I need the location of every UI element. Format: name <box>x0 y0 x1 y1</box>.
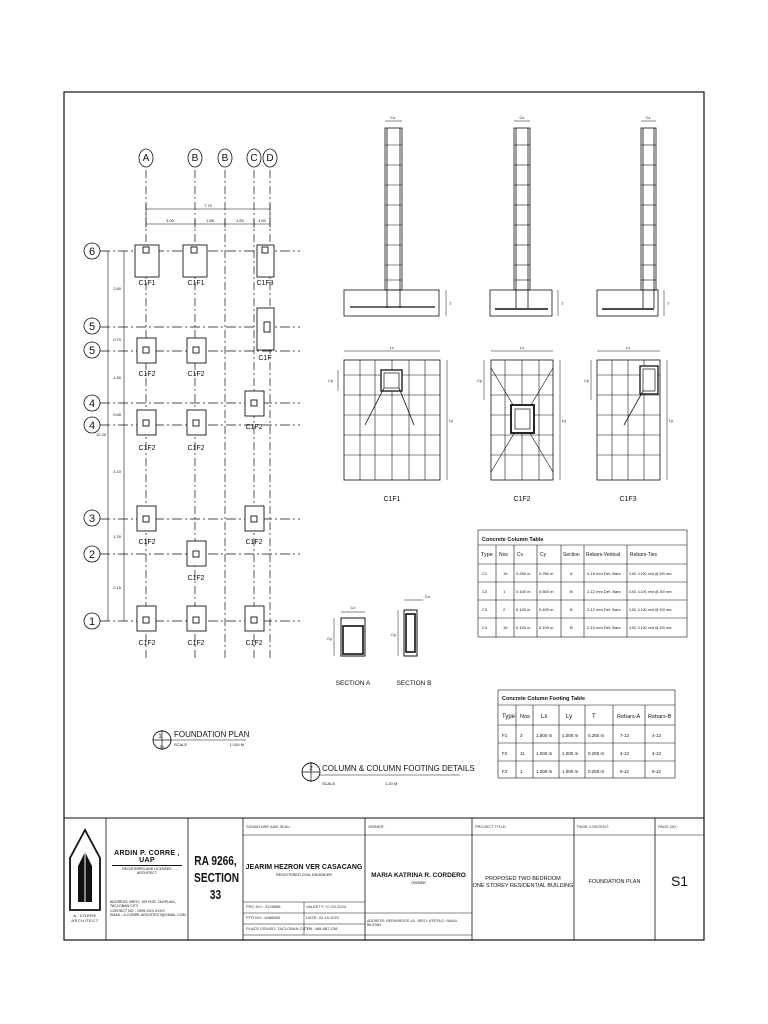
footing-label: C1F2 <box>187 575 205 582</box>
owner-name: MARIA KATRINA R. CORDERO <box>371 872 466 879</box>
cell: 1.000 m <box>562 751 579 756</box>
cell: 4-12 <box>652 751 662 756</box>
cell: 0.100 m <box>516 589 531 594</box>
dim-cy: Cy <box>391 632 396 637</box>
owner-header: OWNER: <box>368 824 385 829</box>
tin: TIN: 488-887-238 <box>306 926 338 931</box>
project-header: PROJECT TITLE: <box>475 824 507 829</box>
owner-role: OWNER <box>411 881 426 885</box>
cell: 4-12 <box>652 733 662 738</box>
cell: F2 <box>502 751 508 756</box>
architect-role: REGISTERED AND LICENSED ARCHITECT <box>112 865 182 875</box>
dimension-text: 7.70 <box>204 203 212 208</box>
engineer-block <box>243 864 365 877</box>
grid-letter: B <box>191 153 199 164</box>
dim-cy: Cy <box>477 378 482 383</box>
section-b-label: SECTION B <box>396 680 432 687</box>
column-table <box>478 530 687 637</box>
footing-label: C1F3 <box>256 280 274 287</box>
prc-no: PRC NO.: 0128888 <box>246 904 281 909</box>
footing-label: C1F2 <box>138 371 156 378</box>
dimension-text: 2.60 <box>113 286 121 291</box>
grid-number: 5 <box>88 345 96 357</box>
cell: 1.000 m <box>536 751 553 756</box>
cell: 0.100 m <box>516 625 531 630</box>
cell: 0.500 m <box>539 589 554 594</box>
dimension-text: 2.15 <box>113 585 121 590</box>
page-content: FOUNDATION PLAN <box>588 879 641 885</box>
cell: 5-12 <box>620 769 630 774</box>
cell: C1 <box>482 571 488 576</box>
dim-lx: Lx <box>625 345 631 350</box>
footing-label: C1F1 <box>138 280 156 287</box>
grid-number: 2 <box>88 549 96 561</box>
cell: 3-50, 3-100, rest @ 200 mm <box>629 572 672 576</box>
cell: 0.250 m <box>539 571 554 576</box>
dim-cy: Cy <box>584 378 589 383</box>
dim-t: T <box>561 301 564 306</box>
table-header: Section <box>563 552 580 558</box>
table-header: Rebars-Ties <box>630 552 658 558</box>
logo-caption-wrap <box>64 913 106 923</box>
table-header: Cy <box>540 552 547 558</box>
content-header: PAGE CONTENT: <box>577 824 609 829</box>
dimension-text: 1.88 <box>206 218 214 223</box>
cell: 4-16 mm Def. Bars <box>587 571 621 576</box>
dimension-total: 12.20 <box>95 432 106 437</box>
architect-block <box>106 850 188 875</box>
footing-table-title: Concrete Column Footing Table <box>502 696 586 702</box>
section-a-label: SECTION A <box>335 680 371 687</box>
drawing-number: 1 <box>158 734 162 740</box>
cell: B <box>570 607 573 612</box>
architect-info <box>110 900 188 918</box>
cell: 7-12 <box>620 733 630 738</box>
dim-lx: Lx <box>389 345 395 350</box>
ptr-no: PTR NO.: 8488883 <box>246 915 281 920</box>
validity: VALIDITY: 07-09-2024 <box>306 904 346 909</box>
dim-cx: Cx <box>350 605 356 610</box>
dim-lx: Lx <box>519 345 525 350</box>
footing-label: C1F2 <box>187 445 205 452</box>
column-table-title: Concrete Column Table <box>482 537 544 543</box>
column-table-text <box>481 537 672 630</box>
footing-label: C1F2 <box>138 640 156 647</box>
cell: 1.000 m <box>562 769 579 774</box>
cell: 1.500 m <box>536 733 553 738</box>
project-title <box>472 876 574 890</box>
table-header: Nos <box>520 714 530 720</box>
drawing-sheet-ref: S1 <box>159 744 165 749</box>
dim-ly: Ly <box>449 418 454 423</box>
details-title: COLUMN & COLUMN FOOTING DETAILS <box>322 764 475 773</box>
law-reference <box>194 852 240 903</box>
dimension-text: 0.65 <box>113 412 121 417</box>
cell: A <box>570 571 573 576</box>
cell: 0.250 m <box>588 769 605 774</box>
grid-number: 3 <box>88 513 96 525</box>
plan-scale-label: SCALE <box>174 742 188 747</box>
dim-ly: Ly <box>562 418 567 423</box>
footing-label: C1F2 <box>187 371 205 378</box>
table-header: Type <box>481 552 493 558</box>
cell: 0.250 m <box>588 733 605 738</box>
cell: 3-50, 3-100, rest @ 200 mm <box>629 590 672 594</box>
engineer-role: REGISTERED CIVIL ENGINEER <box>276 873 332 877</box>
dimension-text: 1.82 <box>236 218 244 223</box>
signature-header: SIGNATURE AND SEAL: <box>246 824 291 829</box>
table-header: Lx <box>541 714 548 720</box>
cell: 1 <box>503 589 506 594</box>
cell: 3-50, 3-100, rest @ 200 mm <box>629 626 672 630</box>
dim-cx: Cx <box>519 115 525 120</box>
footing-label: C1F2 <box>245 424 263 431</box>
details-scale-label: SCALE <box>322 781 336 786</box>
cell: 15 <box>503 625 508 630</box>
dim-ly: Ly <box>669 418 674 423</box>
details-number: 2 <box>309 766 313 772</box>
cell: 5-12 <box>652 769 662 774</box>
architect-contact: CONTACT NO. : 0999-XXX-XXXX <box>110 908 165 913</box>
cell: C4 <box>482 625 488 630</box>
footing-label: C1F <box>258 355 272 362</box>
cell: 4-12 <box>620 751 630 756</box>
dimension-text: 1.00 <box>258 218 266 223</box>
grid-letter: A <box>142 153 150 164</box>
footing-title: C1F3 <box>619 496 637 503</box>
footing-table-text <box>502 696 672 774</box>
cell: 2-12 mm Def. Bars <box>587 607 621 612</box>
cell: 2 <box>503 607 506 612</box>
cell: 11 <box>520 751 525 756</box>
engineer-name: JEARIM HEZRON VER CASACANG <box>245 864 363 871</box>
cell: 0.100 m <box>516 607 531 612</box>
cell: F1 <box>502 733 508 738</box>
cell: 0.250 m <box>516 571 531 576</box>
cell: F3 <box>502 769 508 774</box>
table-header: Type <box>502 714 516 720</box>
dimension-text: 1.20 <box>113 534 121 539</box>
grid-number: 6 <box>88 246 96 258</box>
column-elevations <box>344 121 664 316</box>
cell: 1.000 m <box>536 769 553 774</box>
dimension-text: 3.00 <box>166 218 174 223</box>
cell: C2 <box>482 589 488 594</box>
details-text <box>327 115 673 687</box>
footing-title: C1F1 <box>383 496 401 503</box>
dimension-text: 3.10 <box>113 469 121 474</box>
dim-cy: Cy <box>327 636 332 641</box>
cell: 0.400 m <box>539 607 554 612</box>
table-header: Rebars-Vertical <box>586 552 621 558</box>
dim-t: T <box>449 301 452 306</box>
dim-cy: Cy <box>328 378 333 383</box>
project-title-line2: ONE STOREY RESIDENTIAL BUILDING <box>472 883 574 889</box>
plan-title: FOUNDATION PLAN <box>174 730 250 739</box>
cell: 3-50, 3-100, rest @ 200 mm <box>629 608 672 612</box>
footing-label: C1F2 <box>138 539 156 546</box>
dimension-text: 0.70 <box>113 337 121 342</box>
cell: B <box>570 625 573 630</box>
footing-title: C1F2 <box>513 496 531 503</box>
cell: 15 <box>503 571 508 576</box>
cell: 1 <box>520 769 523 774</box>
grid-letter: B <box>221 153 229 164</box>
grid-number: 4 <box>88 420 96 432</box>
cell: 0.100 m <box>539 625 554 630</box>
cell: 3 <box>520 733 523 738</box>
footing-plans <box>338 351 667 480</box>
sheet-border <box>64 92 704 940</box>
architect-name: ARDIN P. CORRE , UAP <box>114 850 180 864</box>
owner-block <box>365 872 472 885</box>
footing-table <box>498 690 675 778</box>
dimension-text: 1.50 <box>113 375 121 380</box>
cell: C3 <box>482 607 488 612</box>
table-header: T <box>592 714 596 720</box>
law-ra: RA 9266, <box>194 853 237 868</box>
foundation-plan-text <box>89 153 274 749</box>
owner-address: ADDRESS: BERNARDOS VIL. BRGY. ATIPOLO, NAVAL BILIRAN <box>367 919 458 927</box>
footing-label: C1F2 <box>245 640 263 647</box>
architect-address: ADDRESS: BRGY. 109 PUR. TAGPUAN, TACLOBAN CITY <box>110 900 176 909</box>
architect-email: EMAIL : A.CORRE.ARCHITECT@GMAIL.COM <box>110 913 186 918</box>
page-number: S1 <box>670 873 689 889</box>
footing-label: C1F2 <box>187 640 205 647</box>
logo-caption: A. CORRE ARCHITECT <box>71 913 99 923</box>
column-sections <box>334 600 423 656</box>
grid-number: 4 <box>88 398 96 410</box>
cell: 0.250 m <box>588 751 605 756</box>
cell: 1.000 m <box>562 733 579 738</box>
table-header: Nos <box>499 552 508 558</box>
grid-letter: D <box>266 153 274 164</box>
dim-cx: Cx <box>390 115 396 120</box>
project-title-line1: PROPOSED TWO BEDROOM <box>485 876 561 882</box>
table-header: Cx <box>517 552 524 558</box>
table-header: Rebars-B <box>648 714 672 720</box>
table-header: Ly <box>566 714 573 720</box>
details-scale-value: 1:20 M <box>385 781 398 786</box>
dim-t: T <box>667 301 670 306</box>
dim-cx: Cx <box>645 115 651 120</box>
pageno-header: PAGE NO.: <box>658 824 679 829</box>
cell: 2-10 mm Def. Bars <box>587 625 621 630</box>
dim-cx: Cx <box>425 594 430 599</box>
ptr-date: DATE: 02-15-2022 <box>306 915 340 920</box>
grid-number: 5 <box>88 321 96 333</box>
cell: B <box>570 589 573 594</box>
place-issued: PLACE ISSUED: TACLOBAN CITY <box>246 926 309 931</box>
grid-letter: C <box>250 153 258 164</box>
cell: 2-12 mm Def. Bars <box>587 589 621 594</box>
law-section: SECTION 33 <box>194 870 240 902</box>
grid-number: 1 <box>88 616 96 628</box>
footing-label: C1F2 <box>138 445 156 452</box>
table-header: Rebars-A <box>617 714 641 720</box>
footing-label: C1F2 <box>245 539 263 546</box>
architect-logo <box>70 830 100 910</box>
plan-scale-value: 1:100 M <box>229 742 244 747</box>
footing-label: C1F1 <box>187 280 205 287</box>
